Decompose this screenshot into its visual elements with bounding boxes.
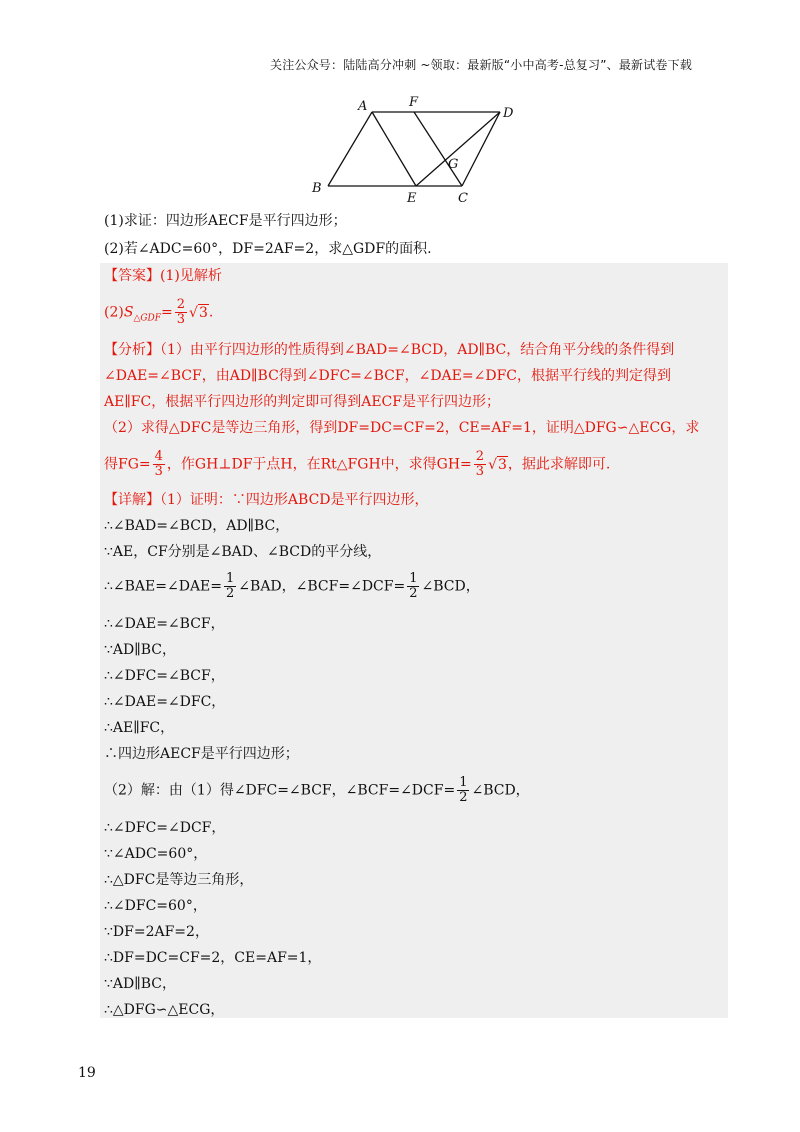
- segment-AE: [372, 112, 416, 186]
- answer-part-2-prefix: (2): [104, 304, 124, 321]
- detail-line-9: ∴AE∥FC，: [104, 720, 175, 736]
- detail-text-b: ∠BCD，: [471, 782, 530, 799]
- detail-line-15: ∴∠DFC=60°，: [104, 898, 207, 914]
- detail-line-16: ∵DF=2AF=2，: [104, 924, 209, 940]
- radicand: 3: [198, 304, 208, 321]
- analysis-line-3: AE∥FC，根据平行四边形的判定即可得到AECF是平行四边形；: [104, 394, 500, 410]
- fraction-numerator: 2: [176, 297, 186, 312]
- square-root: [189, 303, 209, 323]
- detail-text-a: （2）解：由（1）得∠DFC=∠BCF，∠BCF=∠DCF=: [104, 782, 456, 799]
- fraction-numerator: 1: [459, 775, 468, 790]
- analysis-line-2: ∠DAE=∠BCF，由AD∥BC得到∠DFC=∠BCF，∠DAE=∠DFC，根据平行线的判定得到: [104, 368, 671, 384]
- fraction-numerator: 1: [226, 571, 235, 586]
- square-root: [488, 455, 508, 475]
- fraction-denominator: 2: [459, 790, 468, 805]
- fraction-denominator: 3: [475, 464, 485, 479]
- detail-line-11: [104, 776, 530, 805]
- label-F: F: [409, 95, 419, 110]
- analysis-text-a: 得FG=: [104, 456, 151, 473]
- question-part-1: (1)求证：四边形AECF是平行四边形；: [104, 213, 347, 229]
- detail-text-b: ∠BAD，∠BCF=∠DCF=: [238, 578, 406, 595]
- fraction-denominator: 3: [154, 464, 163, 479]
- question-part-2: (2)若∠ADC=60°，DF=2AF=2，求△GDF的面积.: [104, 241, 432, 257]
- label-G: G: [448, 157, 459, 172]
- fraction-numerator: 1: [409, 571, 418, 586]
- answer-part-1: (1)见解析: [160, 268, 222, 284]
- analysis-line-4: （2）求得△DFC是等边三角形，得到DF=DC=CF=2，CE=AF=1，证明△DFG∽△ECG，求: [104, 420, 700, 436]
- page-number: 19: [78, 1065, 96, 1081]
- answer-fraction: [175, 298, 187, 327]
- answer-line-2: [104, 298, 213, 328]
- segment-FC: [414, 112, 462, 186]
- answer-label: 【答案】: [104, 268, 160, 284]
- label-D: D: [503, 106, 514, 121]
- detail-text-c: ∠BCD，: [421, 578, 480, 595]
- detail-line-2: ∴∠BAD=∠BCD，AD∥BC，: [104, 518, 290, 534]
- detail-line-19: ∴△DFG∽△ECG，: [104, 1002, 225, 1018]
- detail-line-3: ∵AE，CF分别是∠BAD、∠BCD的平分线，: [104, 544, 382, 560]
- detail-line-17: ∴DF=DC=CF=2，CE=AF=1，: [104, 950, 322, 966]
- page-header: 关注公众号：陆陆高分冲刺 ~领取：最新版“小中高考-总复习”、最新试卷下载: [270, 58, 693, 72]
- detail-line-7: ∴∠DFC=∠BCF，: [104, 668, 225, 684]
- detail-line-14: ∴△DFC是等边三角形，: [104, 872, 254, 888]
- detail-line-6: ∵AD∥BC，: [104, 642, 176, 658]
- analysis-line-1: 【分析】（1）由平行四边形的性质得到∠BAD=∠BCD，AD∥BC，结合角平分线的条件得到: [104, 342, 675, 358]
- label-C: C: [458, 191, 468, 206]
- half-fraction: [457, 776, 469, 805]
- answer-period: .: [208, 304, 214, 321]
- fraction-numerator: 2: [475, 449, 485, 464]
- fraction-numerator: 4: [154, 449, 163, 464]
- analysis-text-b: ，作GH⊥DF于点H，在Rt△FGH中，求得GH=: [166, 456, 472, 473]
- detail-line-1: 【详解】（1）证明：∵四边形ABCD是平行四边形，: [104, 492, 429, 508]
- detail-line-8: ∴∠DAE=∠DFC，: [104, 694, 226, 710]
- segment-DC: [462, 112, 500, 186]
- detail-line-13: ∵∠ADC=60°，: [104, 846, 208, 862]
- fg-fraction: [153, 450, 165, 479]
- segment-DE: [416, 112, 500, 186]
- area-subscript: △GDF: [133, 313, 162, 324]
- parallelogram-figure: [300, 92, 530, 207]
- equals-sign: =: [161, 304, 173, 321]
- detail-text-a: ∴∠BAE=∠DAE=: [104, 578, 223, 595]
- root-sign: √: [189, 304, 198, 321]
- half-fraction: [407, 572, 419, 601]
- detail-line-12: ∴∠DFC=∠DCF，: [104, 820, 226, 836]
- segment-AB: [328, 112, 372, 186]
- analysis-text-c: ，据此求解即可.: [507, 456, 611, 473]
- detail-line-4: [104, 572, 480, 601]
- fraction-denominator: 3: [176, 312, 186, 327]
- answer-line-1: [104, 266, 222, 286]
- half-fraction: [224, 572, 236, 601]
- label-A: A: [358, 99, 368, 114]
- label-E: E: [407, 191, 417, 206]
- analysis-line-5: [104, 450, 610, 479]
- detail-line-10: ∴四边形AECF是平行四边形；: [104, 746, 299, 762]
- label-B: B: [312, 181, 322, 196]
- radicand: 3: [498, 456, 507, 473]
- area-symbol: S: [123, 304, 134, 321]
- fraction-denominator: 2: [409, 586, 418, 601]
- detail-line-5: ∴∠DAE=∠BCF，: [104, 616, 225, 632]
- gh-fraction: [474, 450, 486, 479]
- root-sign: √: [488, 456, 497, 473]
- fraction-denominator: 2: [226, 586, 235, 601]
- detail-line-18: ∵AD∥BC，: [104, 976, 176, 992]
